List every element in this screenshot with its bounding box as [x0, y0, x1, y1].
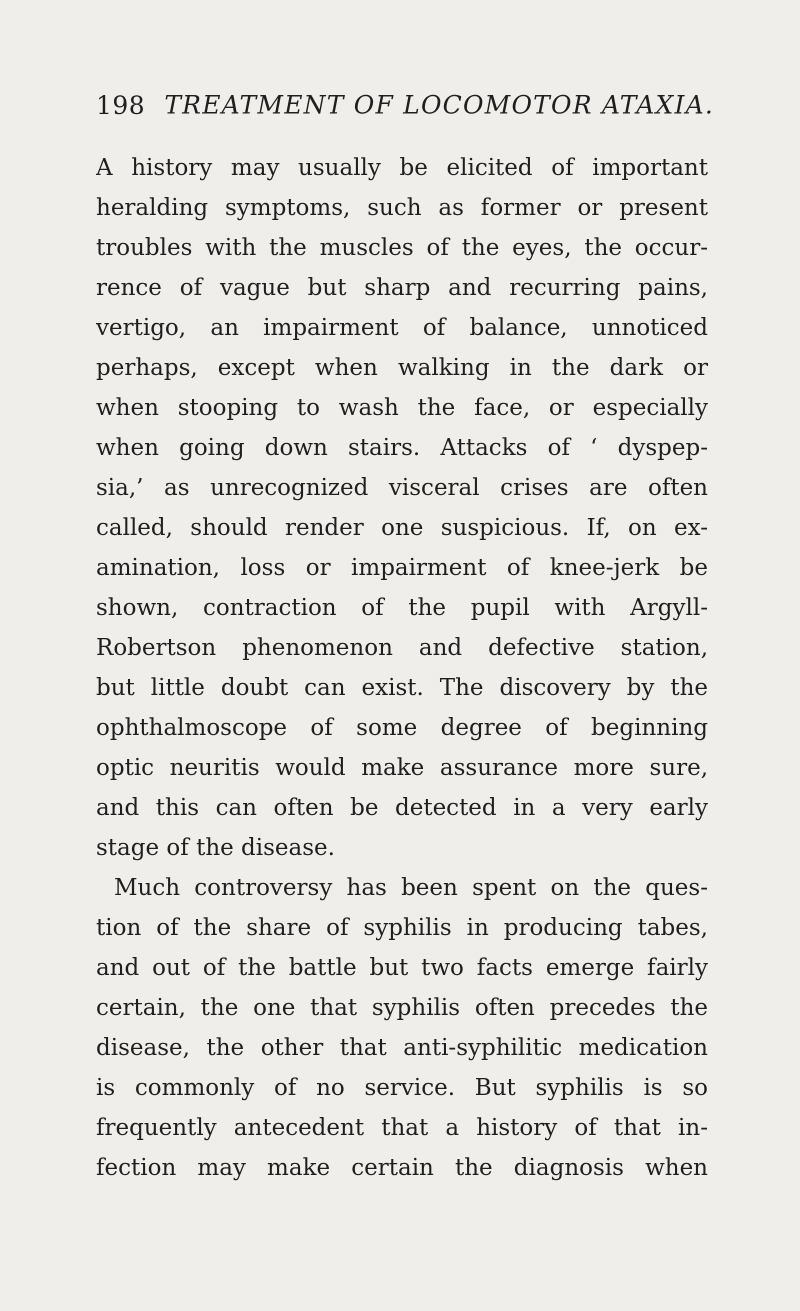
text-line: disease, the other that anti-syphilitic medication	[96, 1035, 708, 1061]
text-line: optic neuritis would make assurance more sure,	[96, 755, 708, 781]
text-line: but little doubt can exist. The discovery by the	[96, 675, 708, 701]
text-line: frequently antecedent that a history of that in-	[96, 1115, 708, 1141]
text-line: sia,’ as unrecognized visceral crises are often	[96, 475, 708, 501]
text-line: Robertson phenomenon and defective station,	[96, 635, 708, 661]
text-line: stage of the disease.	[96, 835, 335, 861]
text-line: rence of vague but sharp and recurring pains,	[96, 275, 708, 301]
text-line: perhaps, except when walking in the dark or	[96, 355, 708, 381]
text-line: shown, contraction of the pupil with Argyll-	[96, 595, 708, 621]
text-line: ophthalmoscope of some degree of beginning	[96, 715, 708, 741]
page-header	[96, 88, 716, 122]
text-line: when stooping to wash the face, or especially	[96, 395, 708, 421]
running-title: TREATMENT OF LOCOMOTOR ATAXIA.	[164, 90, 715, 120]
text-line: A history may usually be elicited of important	[96, 155, 708, 181]
text-line: and out of the battle but two facts emerge fairly	[96, 955, 708, 981]
text-line: certain, the one that syphilis often precedes the	[96, 995, 708, 1021]
text-line: Much controversy has been spent on the ques-	[114, 875, 708, 901]
text-line: when going down stairs. Attacks of ‘ dyspep-	[96, 435, 708, 461]
page-number: 198	[96, 90, 146, 120]
text-line: vertigo, an impairment of balance, unnoticed	[96, 315, 708, 341]
body-text	[96, 148, 708, 1188]
text-line: and this can often be detected in a very early	[96, 795, 708, 821]
text-line: is commonly of no service. But syphilis is so	[96, 1075, 708, 1101]
text-line: troubles with the muscles of the eyes, the occur-	[96, 235, 708, 261]
text-line: heralding symptoms, such as former or present	[96, 195, 708, 221]
text-line: called, should render one suspicious. If, on ex-	[96, 515, 708, 541]
text-line: amination, loss or impairment of knee-jerk be	[96, 555, 708, 581]
text-line: tion of the share of syphilis in producing tabes,	[96, 915, 708, 941]
text-line: fection may make certain the diagnosis when	[96, 1155, 708, 1181]
